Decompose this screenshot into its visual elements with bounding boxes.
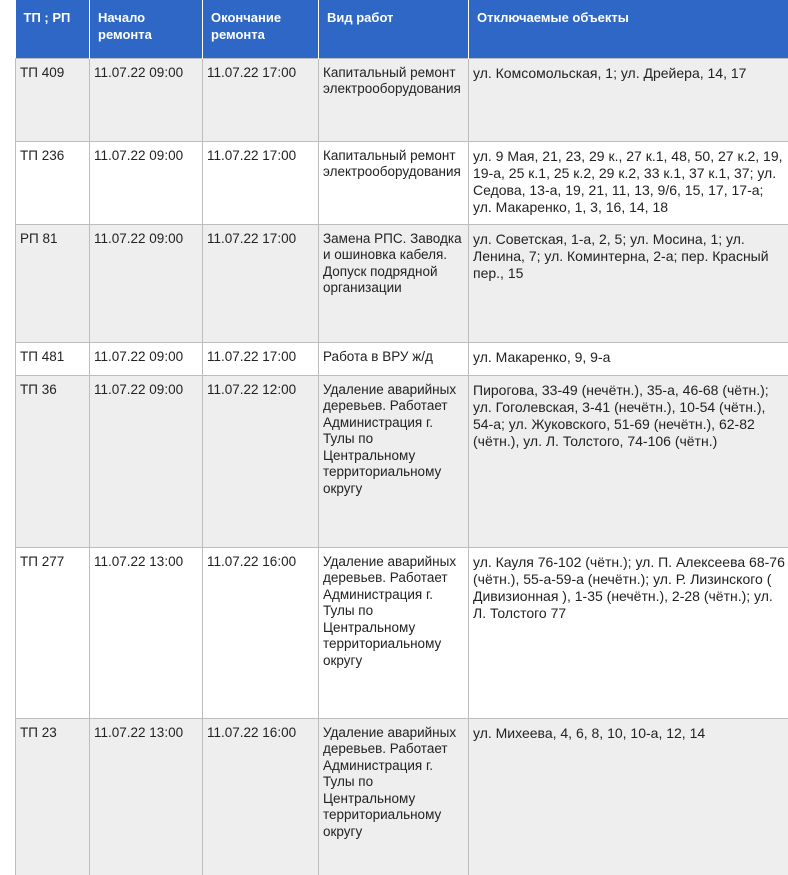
cell-tp: ТП 277 <box>16 547 90 718</box>
cell-start: 11.07.22 09:00 <box>90 375 203 547</box>
cell-work: Удаление аварийных деревьев. Работает Администрация г. Тулы по Центральному территориальному округу <box>319 718 469 875</box>
cell-start: 11.07.22 13:00 <box>90 547 203 718</box>
cell-work: Капитальный ремонт электрооборудования <box>319 141 469 224</box>
cell-start: 11.07.22 09:00 <box>90 342 203 375</box>
table-row <box>16 224 788 342</box>
header-end: Окончание ремонта <box>203 0 319 58</box>
cell-end: 11.07.22 17:00 <box>203 58 319 141</box>
outage-table <box>15 0 788 875</box>
cell-end: 11.07.22 12:00 <box>203 375 319 547</box>
cell-end: 11.07.22 16:00 <box>203 547 319 718</box>
table-row <box>16 718 788 875</box>
header-work: Вид работ <box>319 0 469 58</box>
cell-work: Удаление аварийных деревьев. Работает Администрация г. Тулы по Центральному территориальному округу <box>319 547 469 718</box>
cell-start: 11.07.22 09:00 <box>90 141 203 224</box>
cell-tp: ТП 236 <box>16 141 90 224</box>
header-start: Начало ремонта <box>90 0 203 58</box>
cell-tp: ТП 23 <box>16 718 90 875</box>
cell-objects: ул. Комсомольская, 1; ул. Дрейера, 14, 17 <box>469 58 788 141</box>
cell-work: Удаление аварийных деревьев. Работает Администрация г. Тулы по Центральному территориальному округу <box>319 375 469 547</box>
cell-tp: РП 81 <box>16 224 90 342</box>
cell-objects: ул. Советская, 1-а, 2, 5; ул. Мосина, 1; ул. Ленина, 7; ул. Коминтерна, 2-а; пер. Красный пер., 15 <box>469 224 788 342</box>
table-row <box>16 547 788 718</box>
cell-tp: ТП 409 <box>16 58 90 141</box>
table-row <box>16 58 788 141</box>
cell-end: 11.07.22 17:00 <box>203 224 319 342</box>
cell-work: Работа в ВРУ ж/д <box>319 342 469 375</box>
cell-objects: ул. Михеева, 4, 6, 8, 10, 10-а, 12, 14 <box>469 718 788 875</box>
table-header <box>16 0 788 58</box>
table-row <box>16 342 788 375</box>
cell-tp: ТП 481 <box>16 342 90 375</box>
cell-tp: ТП 36 <box>16 375 90 547</box>
cell-objects: ул. Кауля 76-102 (чётн.); ул. П. Алексеева 68-76 (чётн.), 55-а-59-а (нечётн.); ул. Р. Лизинского ( Дивизионная ), 1-35 (нечётн.), 2-28 (чётн.); ул. Л. Толстого 77 <box>469 547 788 718</box>
cell-work: Замена РПС. Заводка и ошиновка кабеля. Допуск подрядной организации <box>319 224 469 342</box>
cell-start: 11.07.22 13:00 <box>90 718 203 875</box>
cell-work: Капитальный ремонт электрооборудования <box>319 58 469 141</box>
cell-objects: ул. Макаренко, 9, 9-а <box>469 342 788 375</box>
table-row <box>16 141 788 224</box>
cell-end: 11.07.22 16:00 <box>203 718 319 875</box>
cell-objects: ул. 9 Мая, 21, 23, 29 к., 27 к.1, 48, 50, 27 к.2, 19, 19-а, 25 к.1, 25 к.2, 29 к.2, 33 к.1, 37 к.1, 37; ул. Седова, 13-а, 19, 21, 11, 13, 9/6, 15, 17, 17-а; ул. Макаренко, 1, 3, 16, 14, 18 <box>469 141 788 224</box>
cell-start: 11.07.22 09:00 <box>90 224 203 342</box>
table-row <box>16 375 788 547</box>
cell-end: 11.07.22 17:00 <box>203 342 319 375</box>
header-tp: ТП ; РП <box>16 0 90 58</box>
cell-objects: Пирогова, 33-49 (нечётн.), 35-а, 46-68 (чётн.); ул. Гоголевская, 3-41 (нечётн.), 10-54 (чётн.), 54-а; ул. Жуковского, 51-69 (нечётн.), 62-82 (чётн.), ул. Л. Толстого, 74-106 (чётн.) <box>469 375 788 547</box>
cell-start: 11.07.22 09:00 <box>90 58 203 141</box>
cell-end: 11.07.22 17:00 <box>203 141 319 224</box>
header-objects: Отключаемые объекты <box>469 0 788 58</box>
